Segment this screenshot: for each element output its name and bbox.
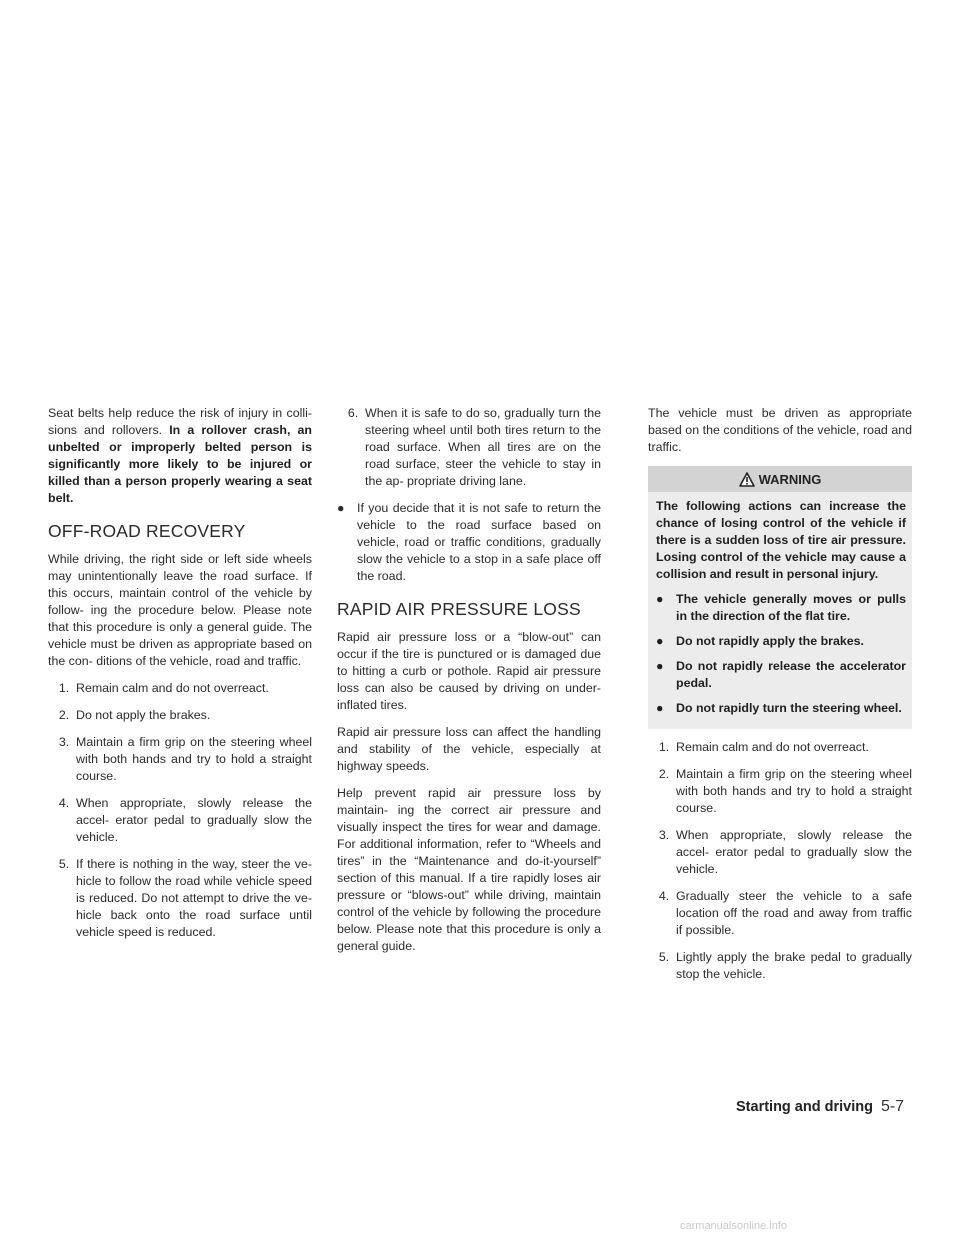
off-road-bullet: [337, 500, 601, 585]
step-text: If there is nothing in the way, steer the ve- hicle to follow the road while vehicle speed is reduced. Do not attempt to drive the ve- hicle back onto the road surface until vehicle speed is reduced.: [76, 857, 312, 939]
bullet-icon: ●: [656, 592, 664, 606]
warning-box: [648, 492, 912, 729]
column-2: [337, 405, 601, 965]
step-text: Lightly apply the brake pedal to gradually stop the vehicle.: [676, 950, 912, 981]
off-road-paragraph: While driving, the right side or left side wheels may unintentionally leave the road surface. If this occurs, maintain control of the vehicle by follow- ing the procedure below. Please note that this procedure is only a general guide. The vehicle must be driven as appropriate based on the con- ditions of the vehicle, road and traffic.: [48, 552, 312, 668]
air-pressure-paragraph-3: Help prevent rapid air pressure loss by maintain- ing the correct air pressure and visually inspect the tires for wear and damage. For additional information, refer to “Wheels and tires” in the “Maintenance and do-it-yourself” section of this manual. If a tire rapidly loses air pressure or “blows-out” while driving, maintain control of the vehicle by following the procedure below. Please note that this procedure is only a general guide.: [337, 786, 601, 953]
blowout-step-4: [648, 888, 912, 939]
step-number: 4.: [658, 889, 670, 903]
bullet-icon: ●: [337, 501, 345, 515]
seat-belt-paragraph: [48, 405, 312, 507]
rollover-warning-text: In a rollover crash, an unbelted or improperly belted person is significantly more likely to be injured or killed than a person properly wearing a seat belt.: [48, 423, 312, 505]
step-text: Maintain a firm grip on the steering wheel with both hands and try to hold a straight course.: [676, 767, 912, 815]
off-road-step-4: [48, 795, 312, 846]
warning-bullet-3: [656, 658, 906, 692]
step-number: 3.: [58, 735, 70, 749]
off-road-step-1: [48, 680, 312, 697]
step-text: When appropriate, slowly release the accel- erator pedal to gradually slow the vehicle.: [676, 828, 912, 876]
step-text: Remain calm and do not overreact.: [676, 740, 869, 754]
step-text: Maintain a firm grip on the steering wheel with both hands and try to hold a straight course.: [76, 735, 312, 783]
off-road-step-5: [48, 856, 312, 941]
bullet-icon: ●: [656, 701, 664, 715]
driving-conditions-paragraph: The vehicle must be driven as appropriate based on the conditions of the vehicle, road and traffic.: [648, 406, 912, 454]
page-footer: [736, 1098, 916, 1116]
warning-triangle-icon: [739, 472, 755, 487]
bullet-text: If you decide that it is not safe to return the vehicle to the road surface based on vehicle, road or traffic conditions, gradually slow the vehicle to a stop in a safe place off the road.: [357, 501, 601, 583]
step-text: Gradually steer the vehicle to a safe location off the road and away from traffic if possible.: [676, 889, 912, 937]
step-number: 3.: [658, 828, 670, 842]
warning-bullet-4: [656, 700, 906, 717]
warning-text: The following actions can increase the chance of losing control of the vehicle if there is a sudden loss of tire air pressure. Losing control of the vehicle may cause a collision and result in personal injury.: [656, 499, 906, 581]
step-number: 5.: [58, 857, 70, 871]
page-number: 5-7: [880, 1098, 905, 1115]
step-number: 1.: [58, 681, 70, 695]
bullet-text: Do not rapidly release the accelerator pedal.: [676, 659, 906, 690]
bullet-text: The vehicle generally moves or pulls in the direction of the flat tire.: [676, 592, 906, 623]
off-road-recovery-heading: OFF-ROAD RECOVERY: [48, 521, 246, 541]
watermark: carmanualsonline.info: [680, 1220, 788, 1232]
off-road-step-2: [48, 707, 312, 724]
step-number: 2.: [58, 708, 70, 722]
warning-bullet-2: [656, 633, 906, 650]
column-1: [48, 405, 312, 951]
bullet-icon: ●: [656, 659, 664, 673]
section-title: Starting and driving: [736, 1099, 873, 1115]
step-number: 6.: [347, 406, 359, 420]
blowout-step-5: [648, 949, 912, 983]
step-number: 4.: [58, 796, 70, 810]
bullet-text: Do not rapidly apply the brakes.: [676, 634, 864, 648]
blowout-step-1: [648, 739, 912, 756]
seat-belt-text: Seat belts help reduce the risk of injury in colli- sions and rollovers.: [48, 406, 312, 437]
step-text: When it is safe to do so, gradually turn the steering wheel until both tires return to the road surface. When all tires are on the road surface, steer the vehicle to stay in the ap- propriate driving lane.: [365, 406, 601, 488]
step-number: 2.: [658, 767, 670, 781]
warning-bullet-1: [656, 591, 906, 625]
warning-header: [648, 466, 912, 492]
step-text: Do not apply the brakes.: [76, 708, 211, 722]
rapid-air-pressure-loss-heading: RAPID AIR PRESSURE LOSS: [337, 599, 581, 619]
off-road-step-3: [48, 734, 312, 785]
step-text: When appropriate, slowly release the accel- erator pedal to gradually slow the vehicle.: [76, 796, 312, 844]
air-pressure-paragraph-2: Rapid air pressure loss can affect the handling and stability of the vehicle, especially at highway speeds.: [337, 725, 601, 773]
off-road-step-6: [337, 405, 601, 490]
blowout-step-3: [648, 827, 912, 878]
air-pressure-paragraph-1: Rapid air pressure loss or a “blow-out” can occur if the tire is punctured or is damaged due to hitting a curb or pothole. Rapid air pressure loss can also be caused by driving on under-inflated tires.: [337, 630, 601, 712]
step-number: 5.: [658, 950, 670, 964]
column-3: [648, 405, 912, 993]
step-text: Remain calm and do not overreact.: [76, 681, 269, 695]
warning-title: WARNING: [758, 471, 822, 487]
bullet-icon: ●: [656, 634, 664, 648]
blowout-step-2: [648, 766, 912, 817]
bullet-text: Do not rapidly turn the steering wheel.: [676, 701, 902, 715]
step-number: 1.: [658, 740, 670, 754]
